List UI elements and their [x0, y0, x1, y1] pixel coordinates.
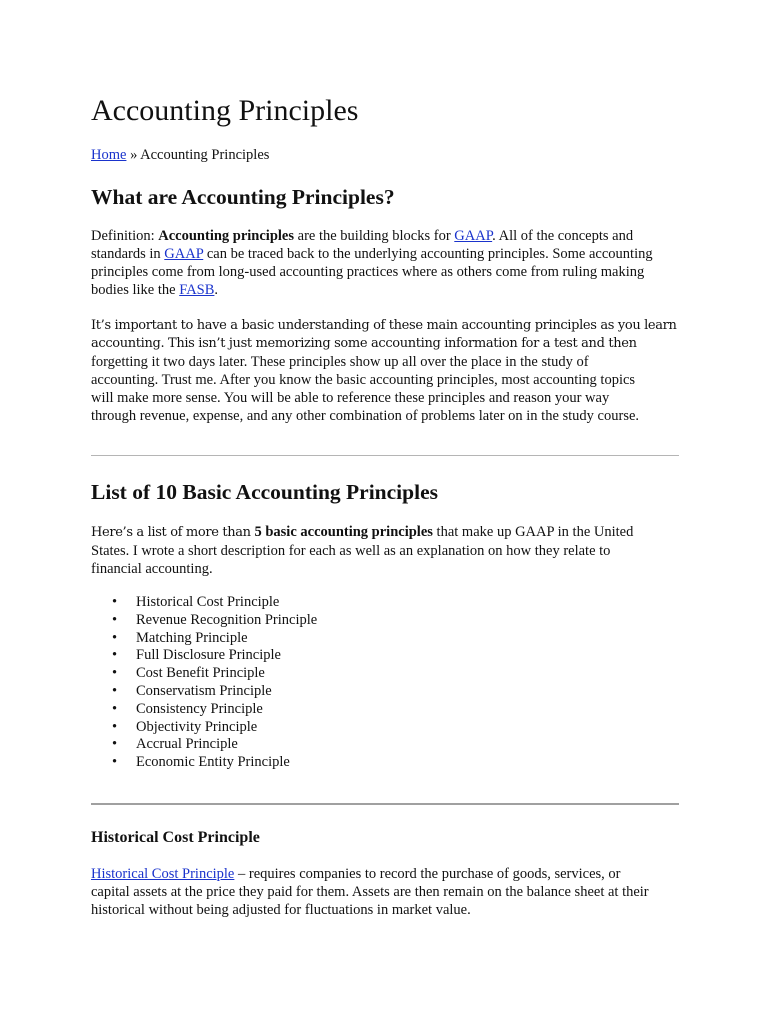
text-run: .	[214, 282, 219, 298]
bullet-icon: •	[112, 594, 118, 610]
bold-term: 5 basic accounting principles	[254, 524, 433, 540]
list-item	[91, 754, 317, 772]
breadcrumb-home-link[interactable]: Home	[91, 147, 127, 163]
list-item	[91, 701, 317, 719]
list-item-label: Full Disclosure Principle	[136, 647, 281, 664]
section-heading-what-are: What are Accounting Principles?	[91, 185, 395, 209]
gaap-link[interactable]: GAAP	[454, 228, 493, 244]
definition-line-2	[91, 245, 681, 263]
bullet-icon: •	[112, 754, 118, 771]
text-run: . All of the concepts and	[492, 228, 634, 244]
text-run: standards in	[91, 246, 165, 262]
importance-line-3: forgetting it two days later. These principles show up all over the place in the study of	[91, 354, 589, 370]
text-run: can be traced back to the underlying accounting principles. Some accounting	[203, 246, 653, 262]
list-item	[91, 647, 317, 665]
bullet-icon: •	[112, 629, 118, 646]
section-heading-historical-cost: Historical Cost Principle	[91, 829, 260, 846]
list-item	[91, 612, 317, 630]
list-intro-line-2: States. I wrote a short description for each as well as an explanation on how they relate to	[91, 543, 611, 559]
text-run: bodies like the	[91, 282, 180, 298]
historical-cost-paragraph	[91, 865, 681, 919]
importance-paragraph	[91, 317, 681, 425]
text-run: Definition:	[91, 228, 159, 244]
historical-cost-line-1	[91, 865, 681, 883]
historical-cost-line-2: capital assets at the price they paid for them. Assets are then remain on the balance sheet at their	[91, 884, 649, 900]
list-item	[91, 665, 317, 683]
importance-line-6: through revenue, expense, and any other combination of problems later on in the study course.	[91, 408, 640, 424]
list-item-label: Conservatism Principle	[136, 682, 272, 699]
section-divider	[91, 455, 679, 456]
list-item-label: Historical Cost Principle	[136, 594, 280, 610]
principles-list	[91, 594, 317, 772]
bullet-icon: •	[112, 682, 118, 699]
importance-line-2: accounting. This isn’t just memorizing some accounting information for a test and then	[91, 336, 637, 351]
importance-line-1: It’s important to have a basic understanding of these main accounting principles as you learn	[91, 318, 677, 333]
bullet-icon: •	[112, 665, 118, 682]
list-item-label: Economic Entity Principle	[136, 754, 290, 771]
text-run: – requires companies to record the purchase of goods, services, or	[234, 866, 621, 882]
importance-line-5: will make more sense. You will be able to reference these principles and reason your way	[91, 390, 610, 406]
section-heading-list: List of 10 Basic Accounting Principles	[91, 480, 438, 504]
list-item	[91, 630, 317, 648]
historical-cost-line-3: historical without being adjusted for fluctuations in market value.	[91, 902, 471, 918]
section-divider-thick	[91, 803, 679, 805]
gaap-link-2[interactable]: GAAP	[164, 246, 204, 262]
list-item-label: Accrual Principle	[136, 736, 238, 753]
list-intro-line-1	[91, 523, 681, 542]
bullet-icon: •	[112, 718, 118, 735]
historical-cost-link[interactable]: Historical Cost Principle	[91, 866, 235, 882]
bullet-icon: •	[112, 647, 118, 664]
importance-line-4: accounting. Trust me. After you know the basic accounting principles, most accounting topics	[91, 372, 636, 388]
list-item-label: Cost Benefit Principle	[136, 665, 265, 682]
bullet-icon: •	[112, 700, 118, 717]
list-intro-paragraph	[91, 523, 681, 578]
definition-line-3: principles come from long-used accounting practices where as others come from ruling making	[91, 264, 645, 280]
breadcrumb-current: Accounting Principles	[140, 147, 270, 163]
list-item-label: Objectivity Principle	[136, 718, 258, 735]
text-run: that make up GAAP in the United	[432, 524, 634, 540]
list-item	[91, 736, 317, 754]
bullet-icon: •	[112, 611, 118, 628]
text-run: Here’s a list of more than	[91, 525, 255, 540]
definition-line-1	[91, 227, 681, 245]
list-item	[91, 683, 317, 701]
breadcrumb	[91, 146, 269, 164]
list-item-label: Consistency Principle	[136, 700, 263, 717]
bullet-icon: •	[112, 736, 118, 753]
page-title: Accounting Principles	[91, 94, 359, 127]
list-item-label: Revenue Recognition Principle	[136, 611, 318, 628]
list-item	[91, 594, 317, 612]
breadcrumb-separator: »	[126, 147, 141, 163]
list-item	[91, 719, 317, 737]
fasb-link[interactable]: FASB	[179, 282, 215, 298]
definition-line-4	[91, 281, 681, 299]
bold-term: Accounting principles	[158, 228, 295, 244]
definition-paragraph	[91, 227, 681, 299]
list-intro-line-3: financial accounting.	[91, 561, 213, 577]
text-run: are the building blocks for	[294, 228, 455, 244]
list-item-label: Matching Principle	[136, 629, 248, 646]
